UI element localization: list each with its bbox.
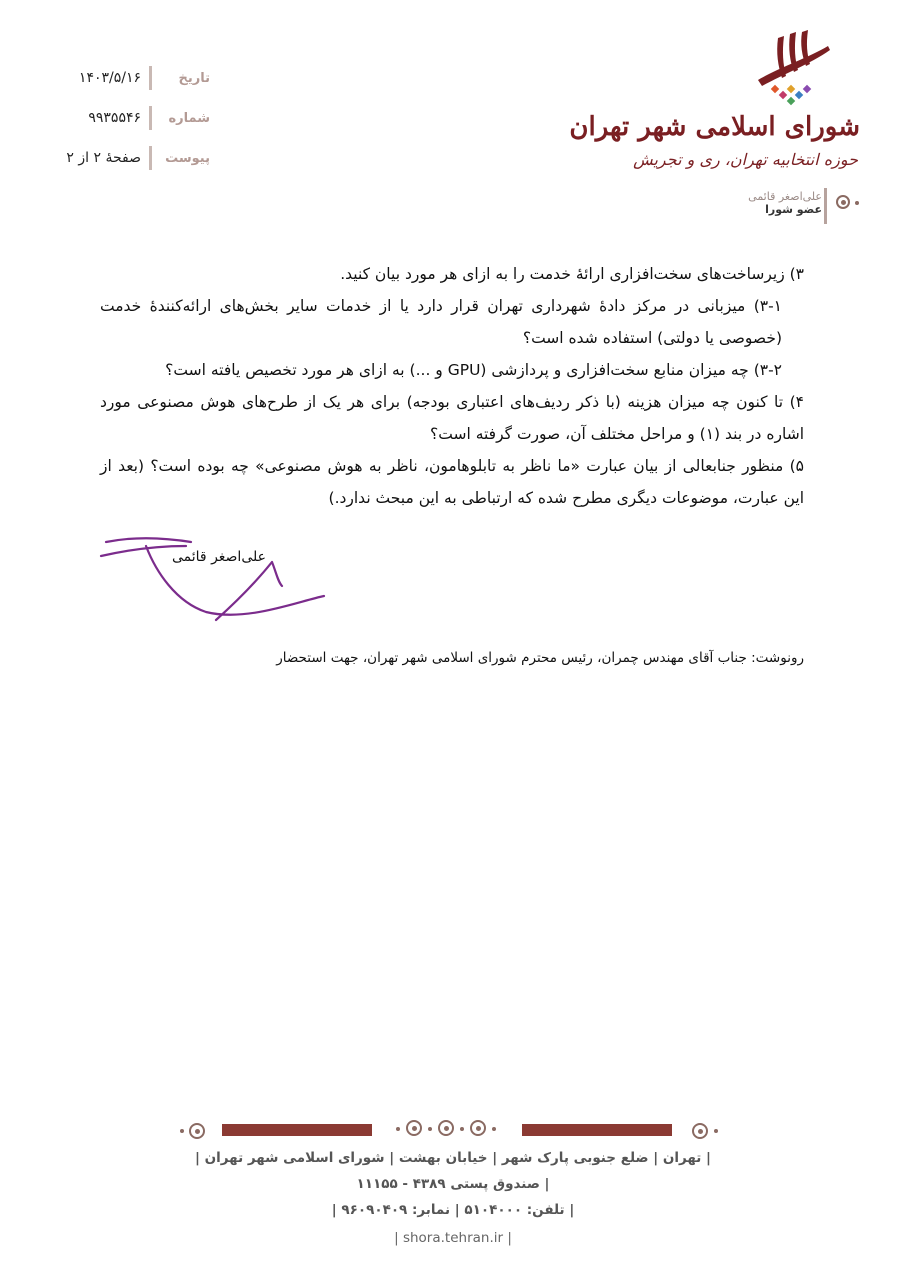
attachment-label: پیوست: [165, 150, 210, 166]
meta-divider: [149, 66, 152, 90]
ornament-dot-icon: [428, 1127, 432, 1131]
item-5: ۵) منظور جنابعالی از بیان عبارت «ما ناظر به تابلوهامون، ناظر به هوش مصنوعی» چه بوده است؟ (بعد از این عبارت، موضوعات دیگری مطرح شده که ارتباطی به این مبحث ندارد.): [100, 457, 804, 507]
number-label: شماره: [168, 110, 210, 126]
footer-address: | تهران | ضلع جنوبی پارک شهر | خیابان بهشت | شورای اسلامی شهر تهران |: [195, 1150, 711, 1166]
council-logo-icon: [748, 28, 838, 108]
meta-attachment-row: [60, 138, 210, 178]
number-value: ۹۹۳۵۵۴۶: [88, 110, 141, 126]
meta-number-row: [60, 98, 210, 138]
meta-divider: [149, 146, 152, 170]
logo-subtitle: حوزه انتخابیه تهران، ری و تجریش: [633, 150, 858, 169]
ornament-dot-icon: [492, 1127, 496, 1131]
member-role: عضو شورا: [765, 203, 822, 216]
ornament-dot-icon: [460, 1127, 464, 1131]
letter-meta: [60, 58, 210, 178]
item-3-2: ۳-۲) چه میزان منابع سخت‌افزاری و پردازشی (GPU و ...) به ازای هر مورد تخصیص یافته است؟: [165, 361, 782, 379]
ornament-ring-icon: [692, 1123, 708, 1139]
ornament-dot-icon: [714, 1129, 718, 1133]
item-4: ۴) تا کنون چه میزان هزینه (با ذکر ردیف‌های اعتباری بودجه) برای هر یک از طرح‌های هوش مصنوعی مورد اشاره در بند (۱) و مراحل مختلف آن، صورت گرفته است؟: [100, 393, 804, 443]
signature-icon: [96, 532, 331, 632]
ornament-dot-icon: [396, 1127, 400, 1131]
member-name: علی‌اصغر قائمی: [748, 190, 822, 203]
ornament-dot-icon: [855, 201, 859, 205]
footer-po-box: | صندوق پستی ۴۳۸۹ - ۱۱۱۵۵: [356, 1176, 550, 1192]
member-divider: [824, 188, 827, 224]
date-value: ۱۴۰۳/۵/۱۶: [78, 70, 141, 86]
footer-bar-left: [222, 1124, 372, 1136]
ornament-ring-icon: [406, 1120, 422, 1136]
ornament-dot-icon: [180, 1129, 184, 1133]
logo-title: شورای اسلامی شهر تهران: [569, 112, 860, 142]
ornament-ring-icon: [189, 1123, 205, 1139]
footer-bar-right: [522, 1124, 672, 1136]
letter-body: [100, 258, 804, 514]
meta-date-row: [60, 58, 210, 98]
date-label: تاریخ: [178, 70, 210, 86]
ornament-ring-icon: [438, 1120, 454, 1136]
item-3-1: ۳-۱) میزبانی در مرکز دادهٔ شهرداری تهران قرار دارد یا از خدمات سایر بخش‌های ارائه‌کنندهٔ خدمت (خصوصی یا دولتی) استفاده شده است؟: [100, 297, 782, 347]
signatory-name: علی‌اصغر قائمی: [172, 549, 266, 565]
attachment-value: صفحهٔ ۲ از ۲: [66, 150, 141, 166]
ornament-ring-icon: [470, 1120, 486, 1136]
ornament-ring-icon: [836, 195, 850, 209]
footer-phone: | تلفن: ۵۱۰۴۰۰۰ | نمابر: ۹۶۰۹۰۴۰۹ |: [331, 1202, 575, 1218]
member-block: [748, 190, 822, 216]
meta-divider: [149, 106, 152, 130]
item-3: ۳) زیرساخت‌های سخت‌افزاری ارائهٔ خدمت را به ازای هر مورد بیان کنید.: [340, 265, 804, 283]
footer-website-link[interactable]: | shora.tehran.ir |: [394, 1230, 512, 1246]
cc-line: رونوشت: جناب آقای مهندس چمران، رئیس محترم شورای اسلامی شهر تهران، جهت استحضار: [276, 650, 804, 666]
